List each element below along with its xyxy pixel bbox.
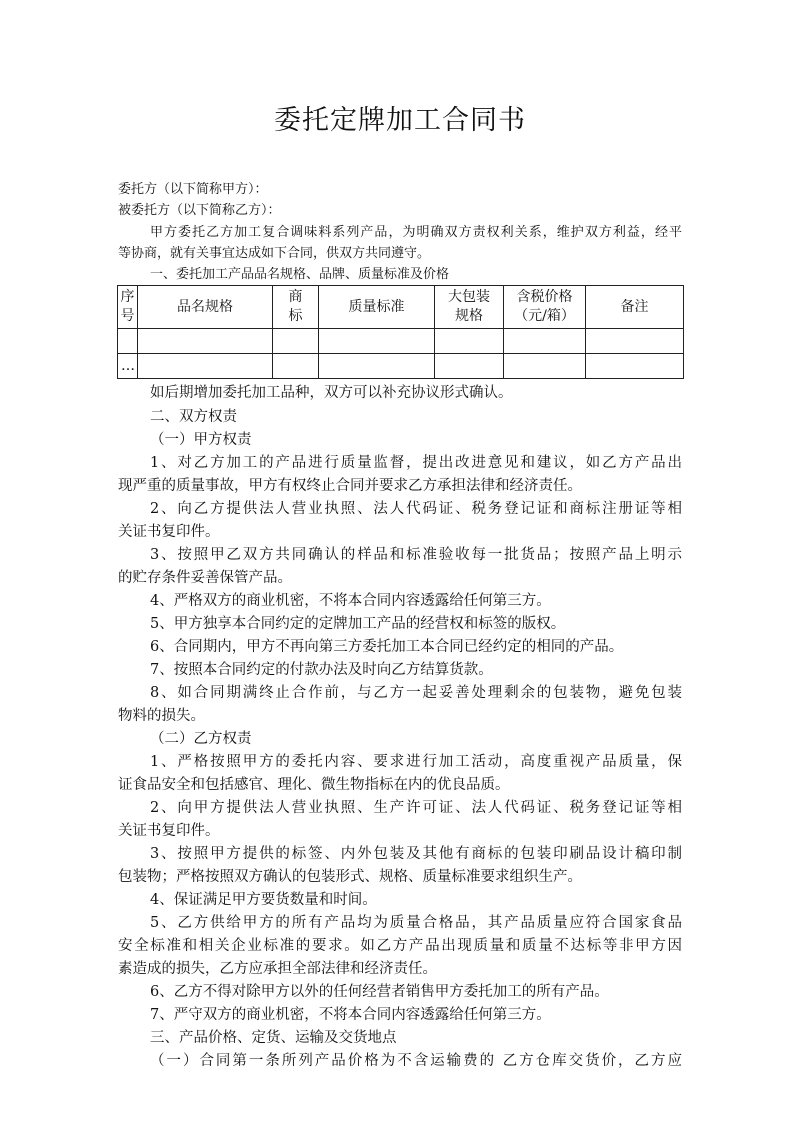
header-cell-note: 备注	[586, 286, 684, 329]
table-cell	[138, 354, 273, 379]
body-line: 2、向乙方提供法人营业执照、法人代码证、税务登记证和商标注册证等相	[150, 501, 682, 517]
body-line: 如后期增加委托加工品种，双方可以补充协议形式确认。	[150, 385, 513, 401]
table-cell	[273, 329, 319, 354]
body-line: 现严重的质量事故，甲方有权终止合同并要求乙方承担法律和经济责任。	[118, 478, 582, 494]
body-line: 7、严守双方的商业机密，不将本合同内容透露给任何第三方。	[150, 1007, 551, 1023]
body-line: 证食品安全和包括感官、理化、微生物指标在内的优良品质。	[118, 777, 510, 793]
body-line: 3、按照甲方提供的标签、内外包装及其他有商标的包装印刷品设计稿印制	[150, 846, 682, 862]
header-cell-price: 含税价格 （元/箱）	[504, 286, 586, 329]
party-b-line: 被委托方（以下简称乙方）：	[118, 203, 281, 218]
header-cell-trademark: 商 标	[273, 286, 319, 329]
table-row	[118, 354, 684, 379]
table-cell	[273, 354, 319, 379]
body-line: 包装物；严格按照双方确认的包装形式、规格、质量标准要求组织生产。	[118, 869, 582, 885]
table-cell	[138, 329, 273, 354]
table-cell	[586, 329, 684, 354]
body-line: 5、甲方独享本合同约定的定牌加工产品的经营权和标签的版权。	[150, 616, 566, 632]
intro-paragraph-line-2: 等协商，就有关事宜达成如下合同，供双方共同遵守。	[118, 246, 431, 261]
table-cell	[504, 329, 586, 354]
section-1-heading: 一、委托加工产品品名规格、品牌、质量标准及价格	[150, 267, 450, 282]
body-line: 1、对乙方加工的产品进行质量监督，提出改进意见和建议，如乙方产品出	[150, 455, 682, 471]
document-title: 委托定牌加工合同书	[274, 105, 526, 136]
table-cell	[319, 329, 435, 354]
intro-paragraph-line-1: 甲方委托乙方加工复合调味料系列产品，为明确双方责权利关系，维护双方利益，经平	[150, 225, 682, 240]
body-line: （一）合同第一条所列产品价格为不含运输费的 乙方仓库交货价，乙方应	[150, 1053, 682, 1069]
table-cell	[435, 329, 504, 354]
body-line: 的贮存条件妥善保管产品。	[118, 570, 292, 586]
product-spec-table	[117, 285, 684, 379]
body-line: 8、如合同期满终止合作前，与乙方一起妥善处理剩余的包装物，避免包装	[150, 685, 682, 701]
body-line: 6、乙方不得对除甲方以外的任何经营者销售甲方委托加工的所有产品。	[150, 984, 609, 1000]
header-cell-standard: 质量标准	[319, 286, 435, 329]
header-cell-seq: 序 号	[118, 286, 138, 329]
body-line: 7、按照本合同约定的付款办法及时向乙方结算货款。	[150, 662, 493, 678]
table-cell	[504, 354, 586, 379]
body-line: 1、严格按照甲方的委托内容、要求进行加工活动，高度重视产品质量，保	[150, 754, 682, 770]
body-line: 4、保证满足甲方要货数量和时间。	[150, 892, 377, 908]
body-line: 物料的损失。	[118, 708, 205, 724]
body-line: 6、合同期内，甲方不再向第三方委托加工本合同已经约定的相同的产品。	[150, 639, 624, 655]
header-cell-name: 品名规格	[138, 286, 273, 329]
subsection-heading: （二）乙方权责	[150, 731, 252, 747]
body-line: 关证书复印件。	[118, 823, 220, 839]
body-line: 4、严格双方的商业机密，不将本合同内容透露给任何第三方。	[150, 593, 551, 609]
table-cell	[435, 354, 504, 379]
subsection-heading: （一）甲方权责	[150, 432, 252, 448]
party-a-line: 委托方（以下简称甲方）：	[118, 182, 268, 197]
section-3-heading: 三、产品价格、定货、运输及交货地点	[150, 1030, 397, 1046]
body-line: 关证书复印件。	[118, 524, 220, 540]
body-line: 素造成的损失，乙方应承担全部法律和经济责任。	[118, 961, 437, 977]
table-header-row	[118, 286, 684, 329]
table-cell	[319, 354, 435, 379]
table-cell	[586, 354, 684, 379]
section-2-heading: 二、双方权责	[150, 409, 237, 425]
body-line: 2、向甲方提供法人营业执照、生产许可证、法人代码证、税务登记证等相	[150, 800, 682, 816]
table-cell	[118, 329, 138, 354]
header-cell-package: 大包装 规格	[435, 286, 504, 329]
table-cell: …	[118, 354, 138, 379]
body-line: 安全标准和相关企业标准的要求。如乙方产品出现质量和质量不达标等非甲方因	[118, 938, 682, 954]
body-line: 5、乙方供给甲方的所有产品均为质量合格品，其产品质量应符合国家食品	[150, 915, 682, 931]
body-line: 3、按照甲乙双方共同确认的样品和标准验收每一批货品；按照产品上明示	[150, 547, 682, 563]
table-row	[118, 329, 684, 354]
